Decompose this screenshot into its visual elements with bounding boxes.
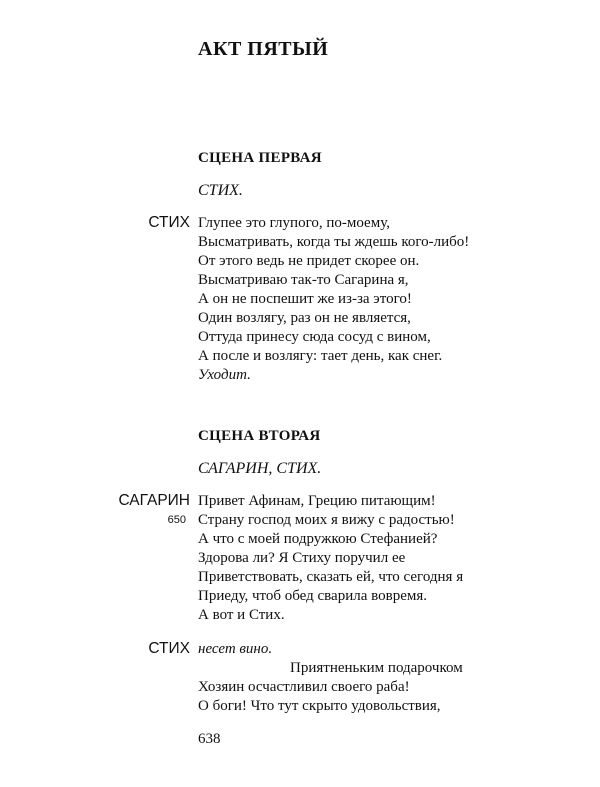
verse-line: Один возлягу, раз он не является, (198, 310, 411, 326)
line-number: 650 (167, 514, 186, 526)
verse-line: Привет Афинам, Грецию питающим! (198, 493, 436, 509)
page-number: 638 (198, 731, 221, 747)
verse-line: Приветствовать, сказать ей, что сегодня я (198, 569, 464, 585)
verse-line: Приятненьким подарочком (290, 660, 463, 676)
verse-line: А он не поспешит же из-за этого! (198, 291, 412, 307)
scene-one-title: СЦЕНА ПЕРВАЯ (198, 150, 322, 166)
scene-two-verse-sagarin (198, 492, 463, 625)
verse-line: Глупее это глупого, по-моему, (198, 215, 390, 231)
scene-two-verse-stikh (198, 640, 463, 716)
verse-line: Страну господ моих я вижу с радостью! (198, 512, 455, 528)
verse-line: А после и возлягу: тает день, как снег. (198, 348, 443, 364)
scene-two-title: СЦЕНА ВТОРАЯ (198, 428, 321, 444)
verse-line: Высматриваю так-то Сагарина я, (198, 272, 409, 288)
verse-line: А вот и Стих. (198, 607, 285, 623)
verse-line: Оттуда принесу сюда сосуд с вином, (198, 329, 431, 345)
speaker-stikh: СТИХ (148, 214, 190, 231)
verse-line: Приеду, чтоб обед сварила вовремя. (198, 588, 427, 604)
scene-two-cast: САГАРИН, СТИХ. (198, 460, 322, 477)
speaker-stikh: СТИХ (148, 640, 190, 657)
verse-line: А что с моей подружкою Стефанией? (198, 531, 438, 547)
verse-line: Высматривать, когда ты ждешь кого-либо! (198, 234, 470, 250)
stage-direction: Уходит. (198, 367, 251, 383)
verse-line: О боги! Что тут скрыто удовольствия, (198, 698, 441, 714)
act-title: АКТ ПЯТЫЙ (198, 38, 329, 60)
scene-one-cast: СТИХ. (198, 182, 243, 199)
speaker-sagarin: САГАРИН (118, 492, 190, 509)
verse-line: От этого ведь не придет скорее он. (198, 253, 420, 269)
stage-direction: несет вино. (198, 641, 273, 657)
verse-line: Хозяин осчастливил своего раба! (198, 679, 410, 695)
verse-line: Здорова ли? Я Стиху поручил ее (198, 550, 406, 566)
scene-one-verse (198, 214, 469, 385)
